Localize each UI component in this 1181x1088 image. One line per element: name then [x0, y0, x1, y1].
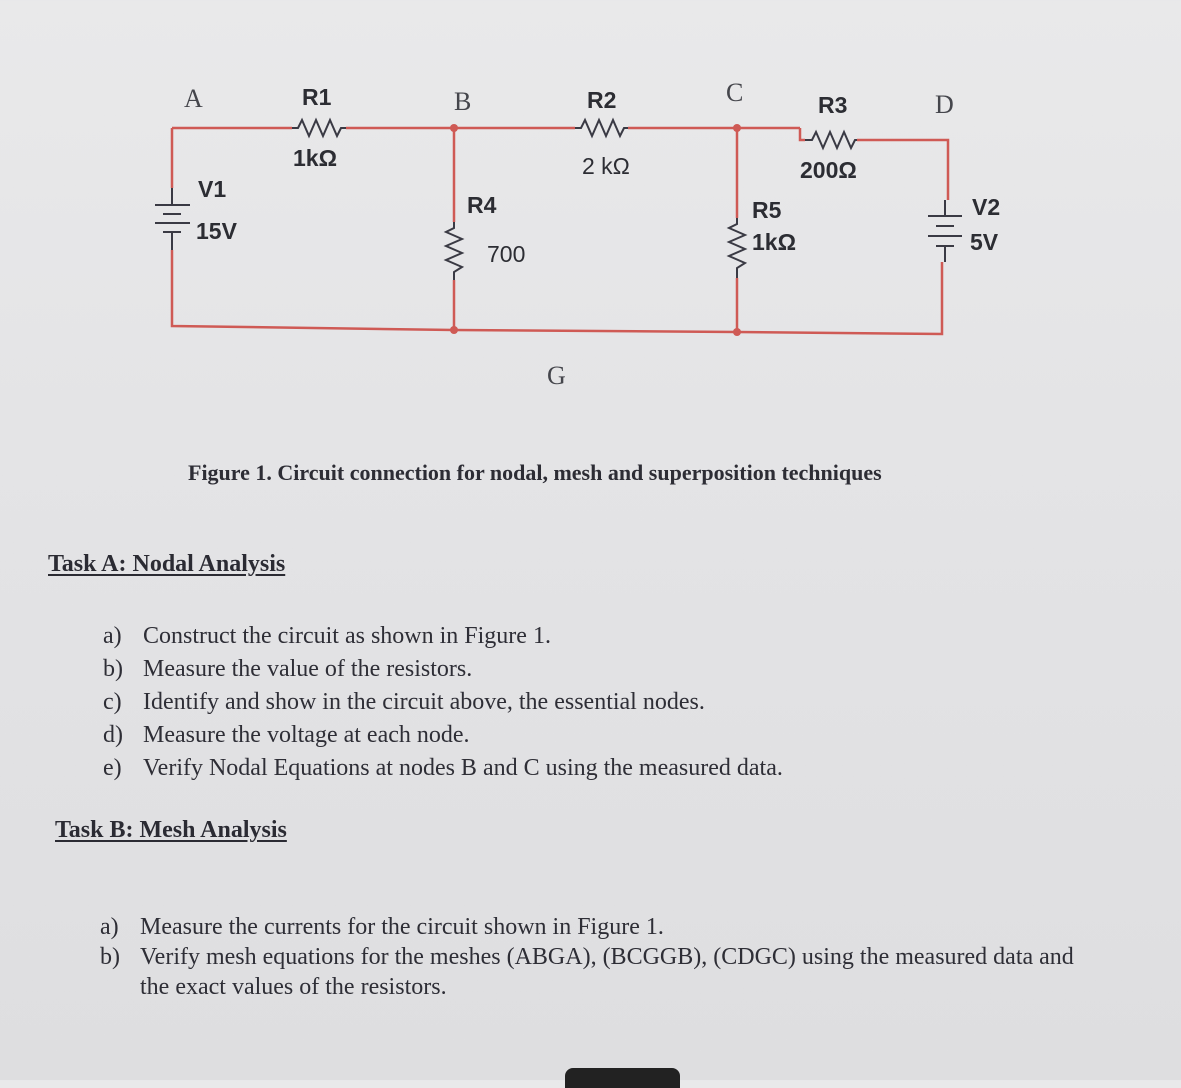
figure-caption: Figure 1. Circuit connection for nodal, mesh and superposition techniques — [188, 460, 882, 485]
r1-name: R1 — [302, 84, 332, 110]
node-label-g: G — [547, 361, 566, 390]
resistor-r4-symbol — [446, 222, 462, 280]
task-b-heading: Task B: Mesh Analysis — [55, 817, 287, 843]
list-item: c) Identify and show in the circuit above, the essential nodes. — [103, 689, 705, 715]
list-item: e) Verify Nodal Equations at nodes B and C using the measured data. — [103, 755, 783, 781]
r4-name: R4 — [467, 192, 497, 218]
v1-value: 15V — [196, 218, 237, 244]
circuit-diagram — [0, 0, 1181, 420]
v2-value: 5V — [970, 229, 999, 255]
list-item: a) Measure the currents for the circuit shown in Figure 1. — [100, 914, 664, 940]
r5-value: 1kΩ — [752, 229, 797, 255]
r1-value: 1kΩ — [293, 145, 338, 171]
list-item: d) Measure the voltage at each node. — [103, 722, 470, 748]
r2-value: 2 kΩ — [582, 153, 630, 179]
r3-name: R3 — [818, 92, 848, 118]
r4-value: 700 — [487, 241, 526, 267]
bottom-bezel-tab — [565, 1068, 680, 1088]
r2-name: R2 — [587, 87, 617, 113]
resistor-r2-symbol — [575, 120, 628, 136]
r3-value: 200Ω — [800, 157, 857, 183]
task-b-list — [100, 912, 1100, 1002]
node-label-a: A — [184, 84, 203, 113]
resistor-r3-symbol — [805, 132, 857, 148]
node-label-b: B — [454, 87, 472, 116]
v1-name: V1 — [198, 176, 227, 202]
resistor-r1-symbol — [292, 120, 346, 136]
resistor-r5-symbol — [729, 218, 745, 278]
task-a-list — [103, 620, 1003, 785]
node-label-c: C — [726, 78, 744, 107]
r5-name: R5 — [752, 197, 782, 223]
v2-name: V2 — [972, 194, 1001, 220]
battery-v1-symbol — [155, 188, 190, 250]
battery-v2-symbol — [928, 200, 962, 262]
list-item: b) Verify mesh equations for the meshes (ABGA), (BCGGB), (CDGC) using the measured data and the exact values of the resistors. — [100, 944, 1074, 1000]
task-a-heading: Task A: Nodal Analysis — [48, 551, 286, 577]
node-label-d: D — [935, 90, 954, 119]
list-item: a) Construct the circuit as shown in Figure 1. — [103, 623, 551, 649]
list-item: b) Measure the value of the resistors. — [103, 656, 473, 682]
